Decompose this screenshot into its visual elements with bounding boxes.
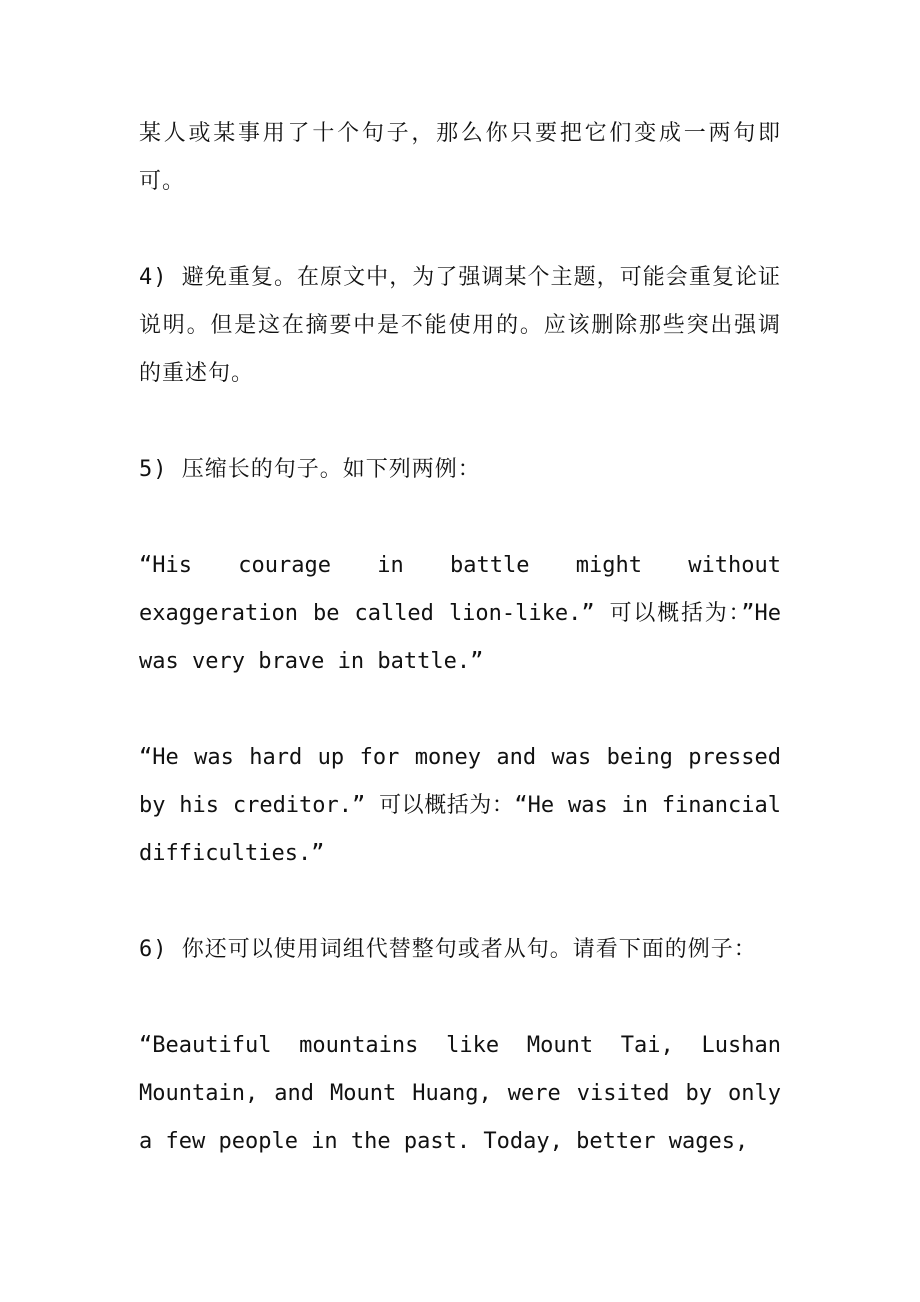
paragraph-compress-sentences: 5) 压缩长的句子。如下列两例：	[139, 457, 481, 482]
paragraph-example-mountains: “Beautiful mountains like Mount Tai, Lushan Mountain, and Mount Huang, were visited by only a few people in the past. Today, better wages,	[139, 1033, 781, 1154]
document-body	[139, 110, 781, 1214]
paragraph-continuation: 某人或某事用了十个句子，那么你只要把它们变成一两句即可。	[139, 121, 781, 194]
paragraph-use-phrases: 6) 你还可以使用词组代替整句或者从句。请看下面的例子：	[139, 937, 757, 962]
paragraph-example-courage: “His courage in battle might without exaggeration be called lion-like.” 可以概括为：”He was very brave in battle.”	[139, 553, 781, 674]
paragraph-avoid-repetition: 4) 避免重复。在原文中，为了强调某个主题，可能会重复论证说明。但是这在摘要中是不能使用的。应该删除那些突出强调的重述句。	[139, 265, 781, 386]
paragraph-example-money: “He was hard up for money and was being pressed by his creditor.” 可以概括为：“He was in financial difficulties.”	[139, 745, 781, 866]
